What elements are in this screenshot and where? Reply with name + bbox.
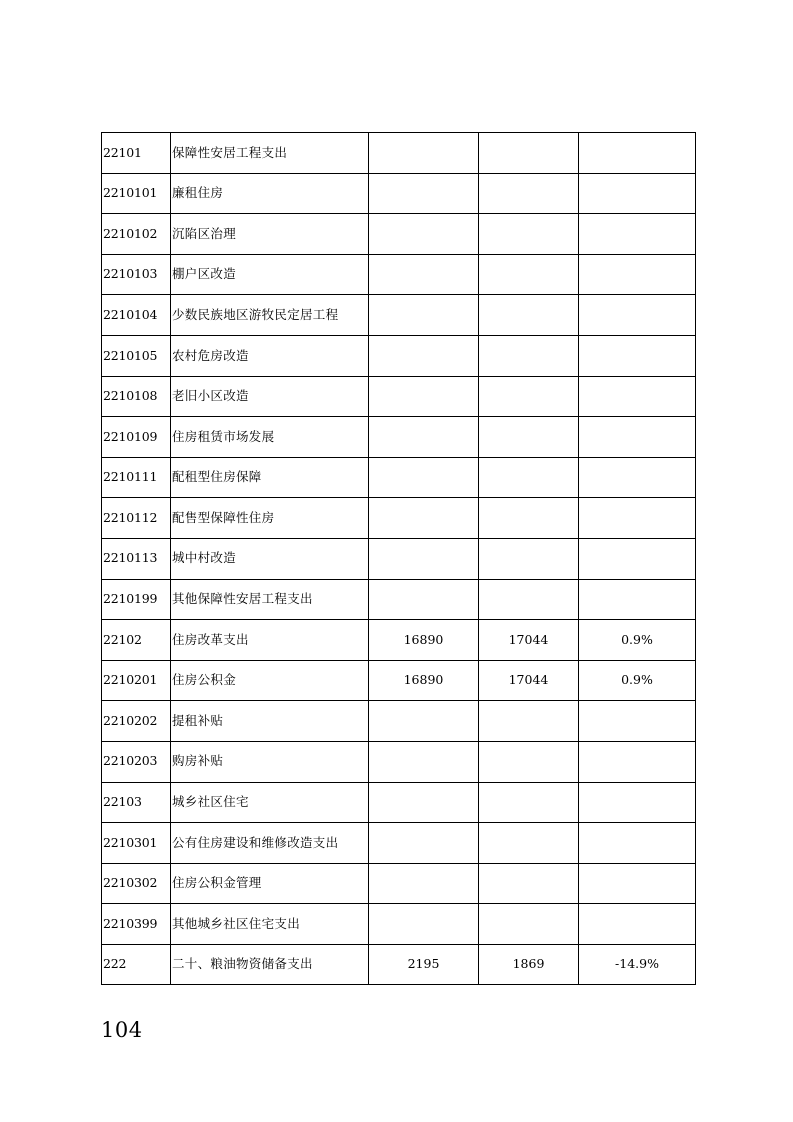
subject-name-cell: 城乡社区住宅 xyxy=(171,782,369,823)
value-cell-2 xyxy=(479,863,579,904)
value-cell-1 xyxy=(369,457,479,498)
change-rate-cell xyxy=(579,254,696,295)
value-cell-1 xyxy=(369,417,479,458)
change-rate-cell xyxy=(579,335,696,376)
value-cell-2: 1869 xyxy=(479,944,579,985)
value-cell-2 xyxy=(479,823,579,864)
change-rate-cell: 0.9% xyxy=(579,620,696,661)
subject-name-cell: 老旧小区改造 xyxy=(171,376,369,417)
value-cell-2 xyxy=(479,417,579,458)
subject-name-cell: 农村危房改造 xyxy=(171,335,369,376)
subject-name-cell: 廉租住房 xyxy=(171,173,369,214)
value-cell-2 xyxy=(479,904,579,945)
subject-code-cell: 22101 xyxy=(102,133,171,174)
subject-code-cell: 222 xyxy=(102,944,171,985)
value-cell-1 xyxy=(369,214,479,255)
value-cell-1 xyxy=(369,863,479,904)
table-row xyxy=(102,944,696,985)
value-cell-2 xyxy=(479,254,579,295)
table-row xyxy=(102,417,696,458)
subject-name-cell: 少数民族地区游牧民定居工程 xyxy=(171,295,369,336)
table-row xyxy=(102,620,696,661)
change-rate-cell xyxy=(579,457,696,498)
subject-code-cell: 2210203 xyxy=(102,741,171,782)
subject-code-cell: 2210103 xyxy=(102,254,171,295)
value-cell-2 xyxy=(479,376,579,417)
subject-code-cell: 2210201 xyxy=(102,660,171,701)
value-cell-1 xyxy=(369,701,479,742)
subject-code-cell: 2210111 xyxy=(102,457,171,498)
change-rate-cell: 0.9% xyxy=(579,660,696,701)
subject-name-cell: 公有住房建设和维修改造支出 xyxy=(171,823,369,864)
change-rate-cell xyxy=(579,173,696,214)
table-row xyxy=(102,579,696,620)
value-cell-1 xyxy=(369,782,479,823)
change-rate-cell xyxy=(579,823,696,864)
table-row xyxy=(102,254,696,295)
subject-name-cell: 沉陷区治理 xyxy=(171,214,369,255)
table-row xyxy=(102,741,696,782)
value-cell-2 xyxy=(479,701,579,742)
change-rate-cell xyxy=(579,701,696,742)
subject-name-cell: 购房补贴 xyxy=(171,741,369,782)
table-row xyxy=(102,376,696,417)
change-rate-cell xyxy=(579,863,696,904)
value-cell-1 xyxy=(369,376,479,417)
subject-code-cell: 2210302 xyxy=(102,863,171,904)
value-cell-1 xyxy=(369,498,479,539)
value-cell-2 xyxy=(479,741,579,782)
subject-code-cell: 2210104 xyxy=(102,295,171,336)
value-cell-2 xyxy=(479,214,579,255)
budget-table xyxy=(101,132,696,985)
value-cell-1 xyxy=(369,538,479,579)
value-cell-1: 2195 xyxy=(369,944,479,985)
change-rate-cell xyxy=(579,579,696,620)
value-cell-1 xyxy=(369,579,479,620)
table-row xyxy=(102,295,696,336)
change-rate-cell xyxy=(579,904,696,945)
change-rate-cell xyxy=(579,498,696,539)
change-rate-cell xyxy=(579,133,696,174)
subject-name-cell: 棚户区改造 xyxy=(171,254,369,295)
value-cell-2: 17044 xyxy=(479,620,579,661)
change-rate-cell xyxy=(579,417,696,458)
subject-code-cell: 22102 xyxy=(102,620,171,661)
subject-name-cell: 其他保障性安居工程支出 xyxy=(171,579,369,620)
value-cell-2 xyxy=(479,335,579,376)
table-row xyxy=(102,904,696,945)
value-cell-2 xyxy=(479,133,579,174)
subject-code-cell: 2210108 xyxy=(102,376,171,417)
value-cell-1 xyxy=(369,295,479,336)
table-row xyxy=(102,173,696,214)
table-row xyxy=(102,335,696,376)
table-row xyxy=(102,823,696,864)
subject-code-cell: 2210112 xyxy=(102,498,171,539)
subject-code-cell: 2210301 xyxy=(102,823,171,864)
subject-code-cell: 2210399 xyxy=(102,904,171,945)
value-cell-1 xyxy=(369,254,479,295)
change-rate-cell xyxy=(579,538,696,579)
page-number: 104 xyxy=(101,1018,143,1042)
table-row xyxy=(102,701,696,742)
subject-name-cell: 提租补贴 xyxy=(171,701,369,742)
change-rate-cell xyxy=(579,295,696,336)
subject-code-cell: 2210202 xyxy=(102,701,171,742)
value-cell-2 xyxy=(479,782,579,823)
value-cell-1 xyxy=(369,173,479,214)
subject-name-cell: 住房租赁市场发展 xyxy=(171,417,369,458)
table-row xyxy=(102,538,696,579)
subject-name-cell: 住房改革支出 xyxy=(171,620,369,661)
change-rate-cell: -14.9% xyxy=(579,944,696,985)
value-cell-2 xyxy=(479,295,579,336)
value-cell-1 xyxy=(369,904,479,945)
value-cell-1: 16890 xyxy=(369,660,479,701)
table-row xyxy=(102,863,696,904)
subject-name-cell: 住房公积金 xyxy=(171,660,369,701)
change-rate-cell xyxy=(579,741,696,782)
value-cell-1: 16890 xyxy=(369,620,479,661)
subject-name-cell: 二十、粮油物资储备支出 xyxy=(171,944,369,985)
change-rate-cell xyxy=(579,782,696,823)
subject-code-cell: 2210199 xyxy=(102,579,171,620)
value-cell-2 xyxy=(479,579,579,620)
subject-name-cell: 住房公积金管理 xyxy=(171,863,369,904)
value-cell-2: 17044 xyxy=(479,660,579,701)
value-cell-2 xyxy=(479,173,579,214)
value-cell-2 xyxy=(479,538,579,579)
budget-table-container xyxy=(101,132,695,985)
subject-name-cell: 其他城乡社区住宅支出 xyxy=(171,904,369,945)
change-rate-cell xyxy=(579,214,696,255)
value-cell-2 xyxy=(479,498,579,539)
subject-name-cell: 配租型住房保障 xyxy=(171,457,369,498)
table-row xyxy=(102,133,696,174)
change-rate-cell xyxy=(579,376,696,417)
value-cell-1 xyxy=(369,133,479,174)
value-cell-1 xyxy=(369,823,479,864)
subject-name-cell: 城中村改造 xyxy=(171,538,369,579)
table-row xyxy=(102,498,696,539)
subject-code-cell: 2210101 xyxy=(102,173,171,214)
subject-name-cell: 配售型保障性住房 xyxy=(171,498,369,539)
subject-name-cell: 保障性安居工程支出 xyxy=(171,133,369,174)
table-row xyxy=(102,782,696,823)
value-cell-1 xyxy=(369,335,479,376)
subject-code-cell: 2210109 xyxy=(102,417,171,458)
value-cell-2 xyxy=(479,457,579,498)
table-row xyxy=(102,457,696,498)
subject-code-cell: 2210105 xyxy=(102,335,171,376)
table-row xyxy=(102,214,696,255)
subject-code-cell: 22103 xyxy=(102,782,171,823)
value-cell-1 xyxy=(369,741,479,782)
subject-code-cell: 2210113 xyxy=(102,538,171,579)
table-row xyxy=(102,660,696,701)
subject-code-cell: 2210102 xyxy=(102,214,171,255)
